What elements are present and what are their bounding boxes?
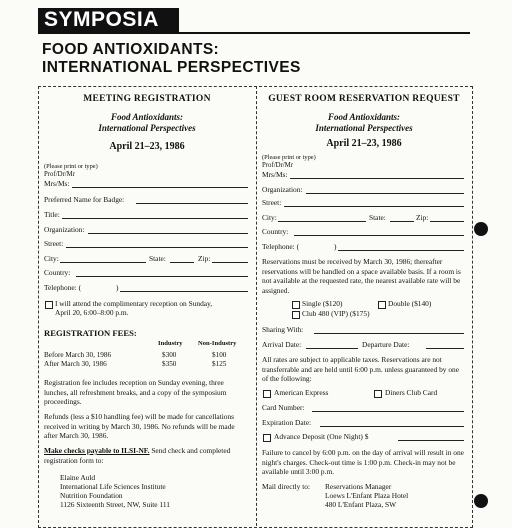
reception-text-line1: I will attend the complimentary reception on Sunday, (55, 299, 213, 308)
fee-row-label: After March 30, 1986 (44, 360, 107, 368)
amex-checkbox[interactable] (263, 390, 271, 398)
meeting-registration-heading: MEETING REGISTRATION (83, 94, 211, 104)
banner-rule (38, 32, 470, 34)
binder-hole (474, 494, 488, 508)
expiration-label: Expiration Date: (262, 418, 312, 427)
mail-label: Mail directly to: (262, 482, 311, 491)
state-field[interactable] (170, 262, 194, 263)
street-field[interactable] (284, 206, 464, 207)
address-line: Nutrition Foundation (60, 491, 123, 500)
fee-row-non-industry: $100 (212, 351, 227, 359)
refund-note: Refunds (less a $10 handling fee) will be made for cancellations received in writing by March 30, 1986. No refunds will be made after March 30, 1986. (44, 412, 235, 440)
guest-room-heading: GUEST ROOM RESERVATION REQUEST (268, 94, 460, 104)
state-label: State: (149, 254, 166, 263)
street-label: Street: (262, 198, 282, 207)
organization-label: Organization: (262, 185, 303, 194)
city-label: City: (44, 254, 59, 263)
page-title-line1: FOOD ANTIOXIDANTS: (42, 41, 220, 58)
conference-date: April 21–23, 1986 (326, 138, 402, 149)
telephone-label: Telephone: ( (262, 242, 300, 251)
column-divider (256, 86, 257, 526)
card-number-label: Card Number: (262, 403, 305, 412)
conference-date: April 21–23, 1986 (109, 141, 185, 152)
advance-deposit-field[interactable] (398, 440, 464, 441)
telephone-paren: ) (334, 242, 337, 251)
section-banner: SYMPOSIA (38, 8, 179, 32)
advance-deposit-checkbox[interactable] (263, 434, 271, 442)
mail-address-line: 480 L'Enfant Plaza, SW (325, 500, 397, 509)
zip-field[interactable] (212, 262, 248, 263)
telephone-field[interactable] (338, 250, 464, 251)
binder-hole (474, 222, 488, 236)
fee-row-industry: $350 (162, 360, 177, 368)
badge-name-label: Preferred Name for Badge: (44, 195, 125, 204)
sharing-label: Sharing With: (262, 325, 304, 334)
address-line: 1126 Sixteenth Street, NW, Suite 111 (60, 500, 170, 509)
double-room-label: Double ($140) (388, 299, 432, 308)
organization-field[interactable] (88, 233, 248, 234)
club-room-checkbox[interactable] (292, 311, 300, 319)
name-label: Mrs/Ms: (44, 179, 70, 188)
city-field[interactable] (60, 262, 146, 263)
checks-payable: Make checks payable to ILSI-NF. (44, 446, 150, 455)
title-field[interactable] (62, 218, 248, 219)
country-label: Country: (44, 268, 71, 277)
city-label: City: (262, 213, 277, 222)
telephone-field[interactable] (120, 291, 248, 292)
conference-name-line2: International Perspectives (315, 123, 413, 133)
street-field[interactable] (66, 247, 248, 248)
cancellation-note: Failure to cancel by 6:00 p.m. on the day of arrival will result in one night's charges. Check-out time is 1:00 p.m. Check-in may not be available until 3:00 p.m. (262, 448, 464, 476)
salutation-label: Prof/Dr/Mr (262, 162, 293, 169)
diners-checkbox[interactable] (374, 390, 382, 398)
fees-heading: REGISTRATION FEES: (44, 328, 137, 338)
country-field[interactable] (76, 276, 248, 277)
rates-note: All rates are subject to applicable taxes. Reservations are not transferrable and are held until 6:00 p.m. unless guaranteed by one of the following: (262, 355, 460, 383)
diners-label: Diners Club Card (385, 388, 438, 397)
sharing-field[interactable] (314, 333, 464, 334)
city-field[interactable] (278, 221, 366, 222)
country-label: Country: (262, 227, 289, 236)
zip-label: Zip: (198, 254, 211, 263)
amex-label: American Express (274, 388, 329, 397)
name-field[interactable] (72, 187, 248, 188)
address-line: International Life Sciences Institute (60, 482, 166, 491)
fee-row-non-industry: $125 (212, 360, 227, 368)
reception-text-line2: April 20, 6:00–8:00 p.m. (55, 308, 129, 317)
zip-field[interactable] (430, 221, 464, 222)
club-room-label: Club 480 (VIP) ($175) (302, 309, 370, 318)
country-field[interactable] (294, 235, 464, 236)
mail-address-line: Loews L'Enfant Plaza Hotel (325, 491, 409, 500)
checks-instructions: Send check and completed registration form to: (44, 446, 231, 465)
fee-row-industry: $300 (162, 351, 177, 359)
zip-label: Zip: (416, 213, 429, 222)
address-line: Elaine Auld (60, 473, 96, 482)
name-label: Mrs/Ms: (262, 170, 288, 179)
state-label: State: (369, 213, 386, 222)
checks-note (44, 446, 250, 465)
reservation-deadline-note: Reservations must be received by March 30, 1986; thereafter reservations will be handled on a space available basis. If a room is not available at the requested rate, the nearest available rate will be assigned. (262, 257, 461, 295)
organization-label: Organization: (44, 225, 85, 234)
organization-field[interactable] (306, 193, 464, 194)
street-label: Street: (44, 239, 64, 248)
badge-name-field[interactable] (136, 203, 248, 204)
print-note: (Please print or type) (262, 154, 316, 161)
conference-name-line1: Food Antioxidants: (111, 112, 183, 122)
telephone-paren: ) (116, 283, 119, 292)
departure-field[interactable] (426, 348, 464, 349)
fees-col-non-industry: Non-Industry (198, 340, 237, 347)
fees-col-industry: Industry (158, 340, 183, 347)
expiration-field[interactable] (320, 426, 464, 427)
salutation-label: Prof/Dr/Mr (44, 171, 75, 178)
state-field[interactable] (390, 221, 414, 222)
conference-name-line1: Food Antioxidants: (328, 112, 400, 122)
telephone-label: Telephone: ( (44, 283, 82, 292)
double-room-checkbox[interactable] (378, 301, 386, 309)
fee-row-label: Before March 30, 1986 (44, 351, 112, 359)
departure-label: Departure Date: (362, 340, 410, 349)
single-room-label: Single ($120) (302, 299, 343, 308)
mail-address-line: Reservations Manager (325, 482, 392, 491)
conference-name-line2: International Perspectives (98, 123, 196, 133)
arrival-label: Arrival Date: (262, 340, 302, 349)
card-number-field[interactable] (312, 411, 464, 412)
single-room-checkbox[interactable] (292, 301, 300, 309)
page-title-line2: INTERNATIONAL PERSPECTIVES (42, 59, 301, 76)
reception-checkbox[interactable] (45, 301, 53, 309)
name-field[interactable] (290, 178, 464, 179)
title-label: Title: (44, 210, 60, 219)
fee-inclusion-note: Registration fee includes reception on Sunday evening, three lunches, all refreshment breaks, and a copy of the symposium proceedings. (44, 378, 227, 406)
print-note: (Please print or type) (44, 163, 98, 170)
arrival-field[interactable] (306, 348, 358, 349)
advance-deposit-label: Advance Deposit (One Night) $ (274, 432, 369, 441)
